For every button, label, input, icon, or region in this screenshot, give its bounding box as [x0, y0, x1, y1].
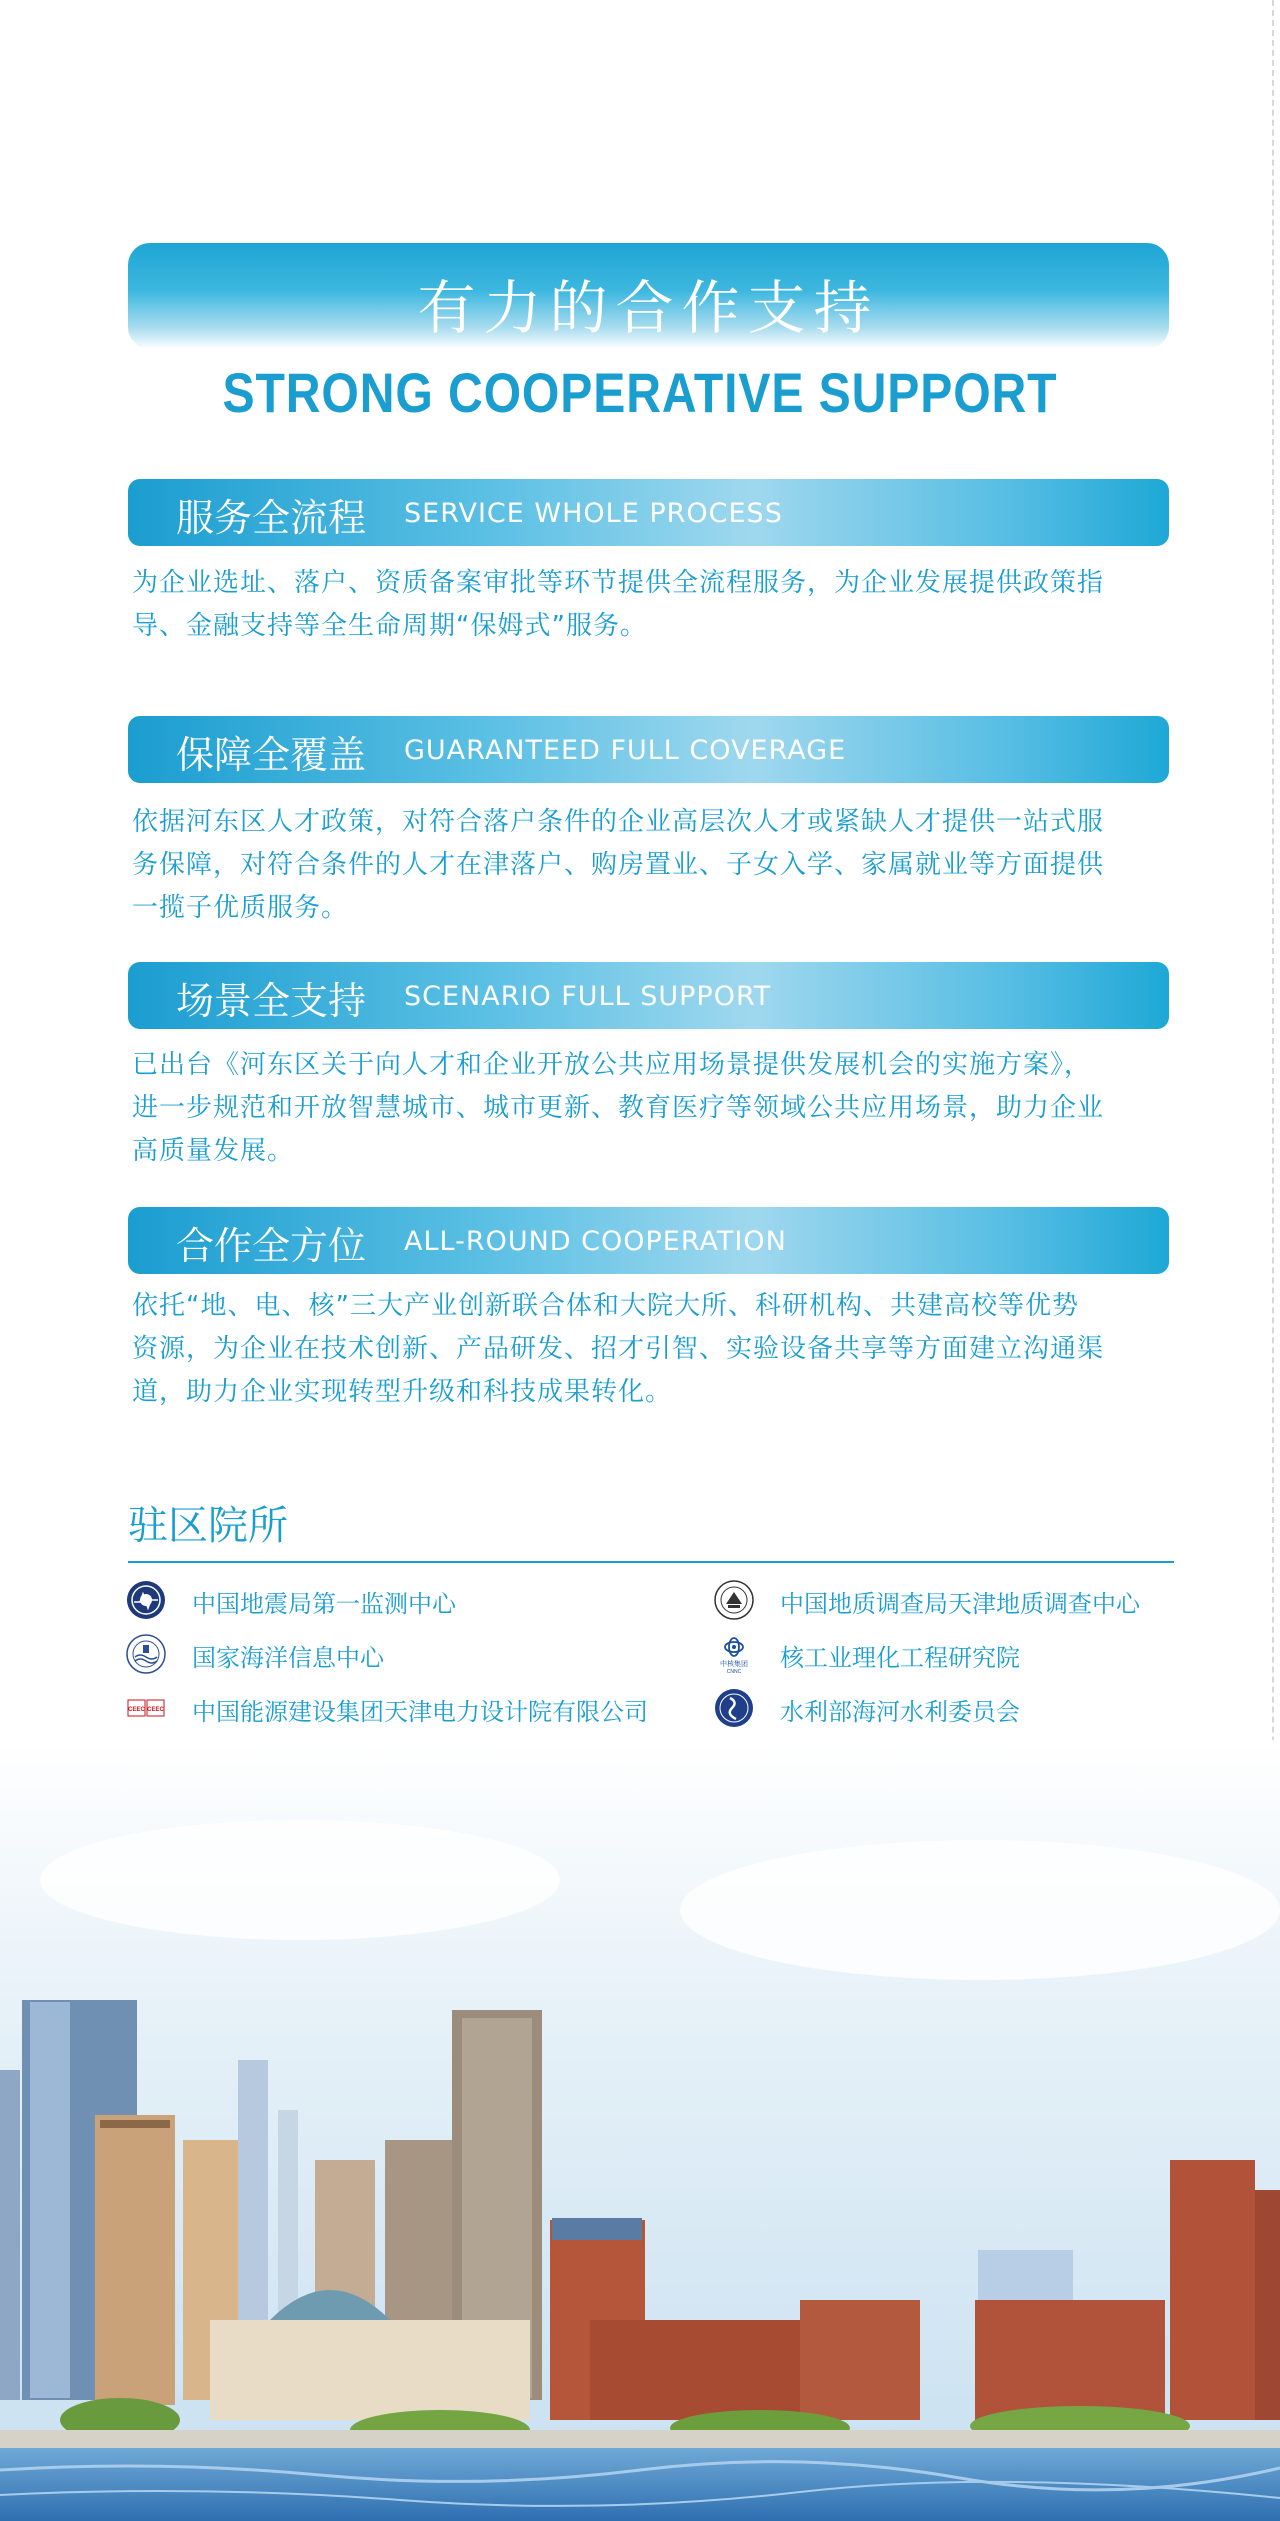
section-title-cn: 场景全支持	[176, 979, 367, 1023]
section-header-coverage	[128, 716, 1169, 783]
section-header-scenario	[128, 962, 1169, 1029]
institute-name: 中国能源建设集团天津电力设计院有限公司	[192, 1698, 648, 1726]
body-line: 进一步规范和开放智慧城市、城市更新、教育医疗等领域公共应用场景，助力企业	[132, 1093, 1105, 1123]
section-title-cn: 服务全流程	[176, 496, 367, 540]
geological-survey-seal-icon	[714, 1580, 754, 1620]
section-body-scenario	[132, 1044, 1172, 1173]
svg-text:CEEC: CEEC	[147, 1707, 164, 1713]
section-title-en: ALL-ROUND COOPERATION	[404, 1226, 787, 1257]
section-header-cooperation	[128, 1207, 1169, 1274]
institutes-divider	[128, 1561, 1174, 1563]
institute-name: 中国地震局第一监测中心	[192, 1590, 456, 1618]
energy-group-logo-icon	[126, 1688, 166, 1728]
institutes-heading: 驻区院所	[128, 1503, 288, 1549]
institute-name: 国家海洋信息中心	[192, 1644, 384, 1672]
section-body-coverage	[132, 801, 1172, 930]
body-line: 已出台《河东区关于向人才和企业开放公共应用场景提供发展机会的实施方案》，	[132, 1050, 1092, 1080]
body-line: 道，助力企业实现转型升级和科技成果转化。	[132, 1377, 673, 1407]
page-title-en: STRONG COOPERATIVE SUPPORT	[222, 361, 1058, 424]
section-body-service	[132, 562, 1172, 648]
section-title-en: SERVICE WHOLE PROCESS	[404, 498, 783, 529]
body-line: 导、金融支持等全生命周期“保姆式”服务。	[132, 611, 647, 641]
institute-name: 核工业理化工程研究院	[780, 1644, 1020, 1672]
title-banner	[128, 243, 1169, 349]
body-line: 依据河东区人才政策，对符合落户条件的企业高层次人才或紧缺人才提供一站式服	[132, 807, 1105, 837]
section-title-en: GUARANTEED FULL COVERAGE	[404, 735, 847, 766]
section-title-cn: 合作全方位	[176, 1224, 367, 1268]
institute-name: 水利部海河水利委员会	[780, 1698, 1020, 1726]
section-body-cooperation	[132, 1285, 1172, 1414]
body-line: 高质量发展。	[132, 1136, 295, 1166]
ocean-center-seal-icon	[126, 1634, 166, 1674]
page-title-cn: 有力的合作支持	[417, 274, 880, 342]
body-line: 依托“地、电、核”三大产业创新联合体和大院大所、科研机构、共建高校等优势	[132, 1291, 1079, 1321]
cnnc-logo-icon	[714, 1634, 754, 1674]
cnnc-logo-text-en: CNNC	[726, 1669, 742, 1674]
haihe-commission-seal-icon	[714, 1688, 754, 1728]
body-line: 一揽子优质服务。	[132, 893, 349, 923]
section-title-en: SCENARIO FULL SUPPORT	[404, 981, 772, 1012]
body-line: 务保障，对符合条件的人才在津落户、购房置业、子女入学、家属就业等方面提供	[132, 850, 1105, 880]
section-title-cn: 保障全覆盖	[176, 733, 367, 777]
seismic-bureau-seal-icon	[126, 1580, 166, 1620]
cnnc-logo-text: 中核集团	[720, 1660, 748, 1668]
svg-text:CEEC: CEEC	[128, 1707, 145, 1713]
institute-name: 中国地质调查局天津地质调查中心	[780, 1590, 1140, 1618]
body-line: 资源，为企业在技术创新、产品研发、招才引智、实验设备共享等方面建立沟通渠	[132, 1334, 1105, 1364]
city-skyline-illustration	[0, 1740, 1280, 2521]
body-line: 为企业选址、落户、资质备案审批等环节提供全流程服务，为企业发展提供政策指	[132, 568, 1105, 598]
section-header-service	[128, 479, 1169, 546]
